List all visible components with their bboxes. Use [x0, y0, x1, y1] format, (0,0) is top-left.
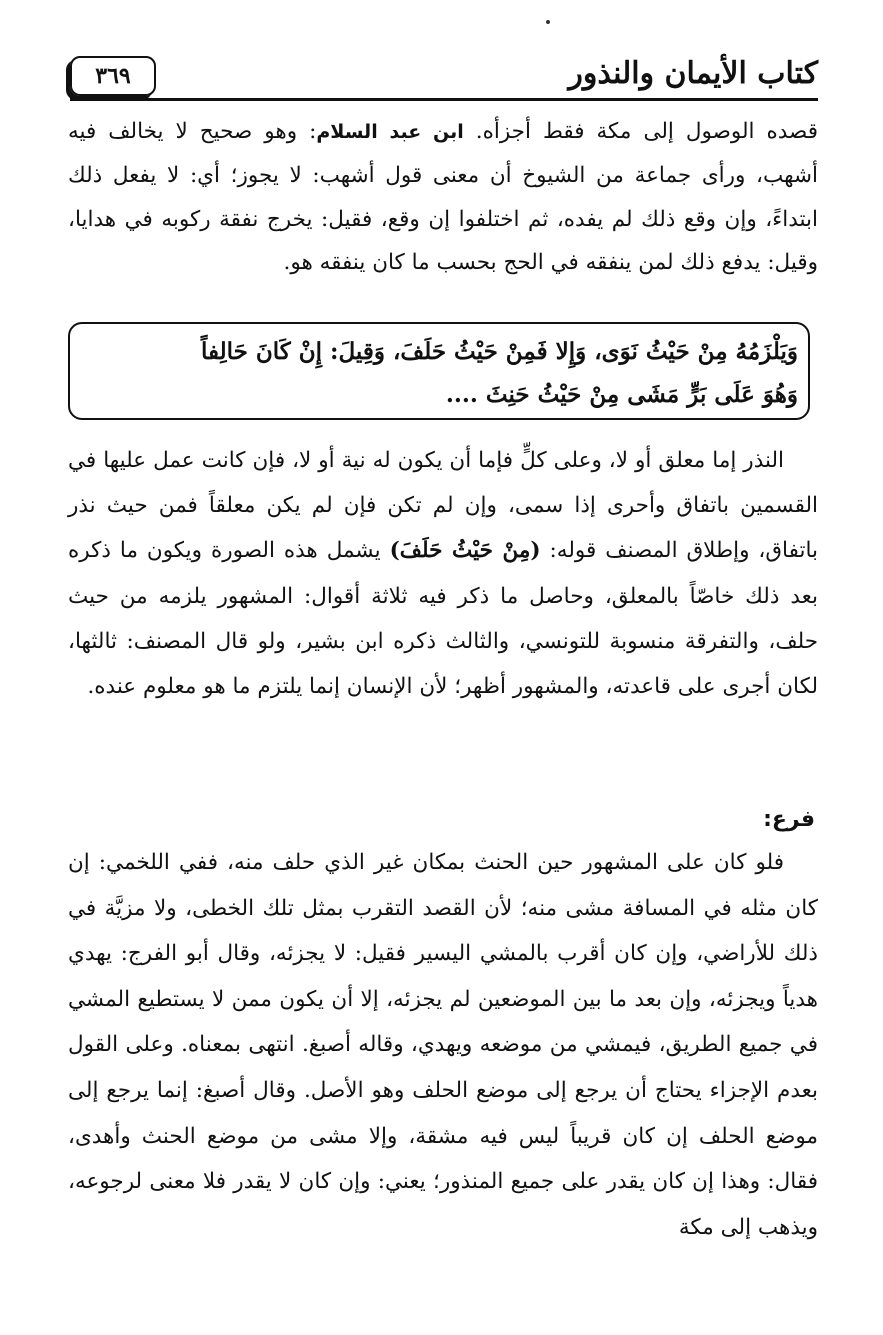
matn-quote: (مِنْ حَيْثُ حَلَفَ) [389, 538, 541, 564]
paragraph-2-text [68, 438, 818, 709]
paragraph-2-part2: يشمل هذه الصورة ويكون ما ذكره بعد ذلك خاصّاً بالمعلق، وحاصل ما ذكر فيه ثلاثة أقوال: المشهور يلزمه من حيث حلف، والتفرقة منسوبة للتونسي، والثالث ذكره ابن بشير، ولو قال المصنف: ثالثها، لكان أجرى على قاعدته، والمشهور أظهر؛ لأن الإنسان إنما يلتزم ما هو معلوم عنده. [68, 538, 818, 700]
header-rule [70, 98, 818, 101]
page-number: ٣٦٩ [95, 63, 131, 89]
paragraph-3-text [68, 840, 818, 1250]
running-title: كتاب الأيمان والنذور [568, 56, 818, 91]
paragraph-3 [68, 840, 818, 1250]
paragraph-3-body: فلو كان على المشهور حين الحنث بمكان غير الذي حلف منه، ففي اللخمي: إن كان مثله في المسافة مشى منه؛ لأن القصد التقرب بمثل تلك الخطى، ولا مزيَّة في ذلك للأراضي، وإن كان أقرب بالمشي اليسير فقيل: لا يجزئه، وقال أبو الفرج: يهدي هدياً ويجزئه، وإن بعد ما بين الموضعين لم يجزئه، إلا أن يكون ممن لا يستطيع المشي في جميع الطريق، فيمشي من موضعه ويهدي، وقاله أصبغ. انتهى بمعناه. وعلى القول بعدم الإجزاء يحتاج أن يرجع إلى موضع الحلف وهو الأصل. وقال أصبغ: إنما يرجع إلى موضع الحلف إن كان قريباً ليس فيه مشقة، وإلا مشى من موضع الحنث وأهدى، فقال: وهذا إن كان يقدر على جميع المنذور؛ يعني: وإن كان لا يقدر فلا معنى لرجوعه، ويذهب إلى مكة [68, 850, 818, 1240]
matn-line-1: وَيَلْزَمُهُ مِنْ حَيْثُ نَوَى، وَإِلا فَمِنْ حَيْثُ حَلَفَ، وَقِيلَ: إِنْ كَانَ حَالِفاً [200, 338, 798, 365]
paragraph-1-part1: قصده الوصول إلى مكة فقط أجزأه. [475, 119, 818, 144]
matn-box [68, 322, 810, 420]
paragraph-1 [68, 110, 818, 284]
paragraph-1-part2: : وهو صحيح لا يخالف فيه أشهب، ورأى جماعة من الشيوخ أن معنى قول أشهب: لا يجوز؛ أي: لا يفعل ذلك ابتداءً، وإن وقع ذلك لم يفده، ثم اختلفوا إن وقع، فقيل: يخرج نفقة ركوبه في هدايا، وقيل: يدفع ذلك لمن ينفقه في الحج بحسب ما كان ينفقه هو. [68, 119, 818, 275]
print-speck [546, 20, 550, 24]
page-header [70, 50, 818, 100]
paragraph-1-text [68, 110, 818, 284]
matn-line-2: وَهُوَ عَلَى بَرٍّ مَشَى مِنْ حَيْثُ حَنِثَ .... [445, 381, 798, 408]
paragraph-2 [68, 438, 818, 709]
page-number-box [70, 56, 156, 96]
section-heading-far: فرع: [763, 807, 815, 832]
scholar-name-ibn-abd-al-salam: ابن عبد السلام [316, 121, 464, 143]
paragraph-2-part1: النذر إما معلق أو لا، وعلى كلٍّ فإما أن يكون له نية أو لا، فإن كانت عمل عليها في القسمين باتفاق وأحرى إذا سمى، وإن لم تكن فإن لم يكن معلقاً فمن حيث نذر باتفاق، وإطلاق المصنف قوله: [68, 448, 819, 564]
